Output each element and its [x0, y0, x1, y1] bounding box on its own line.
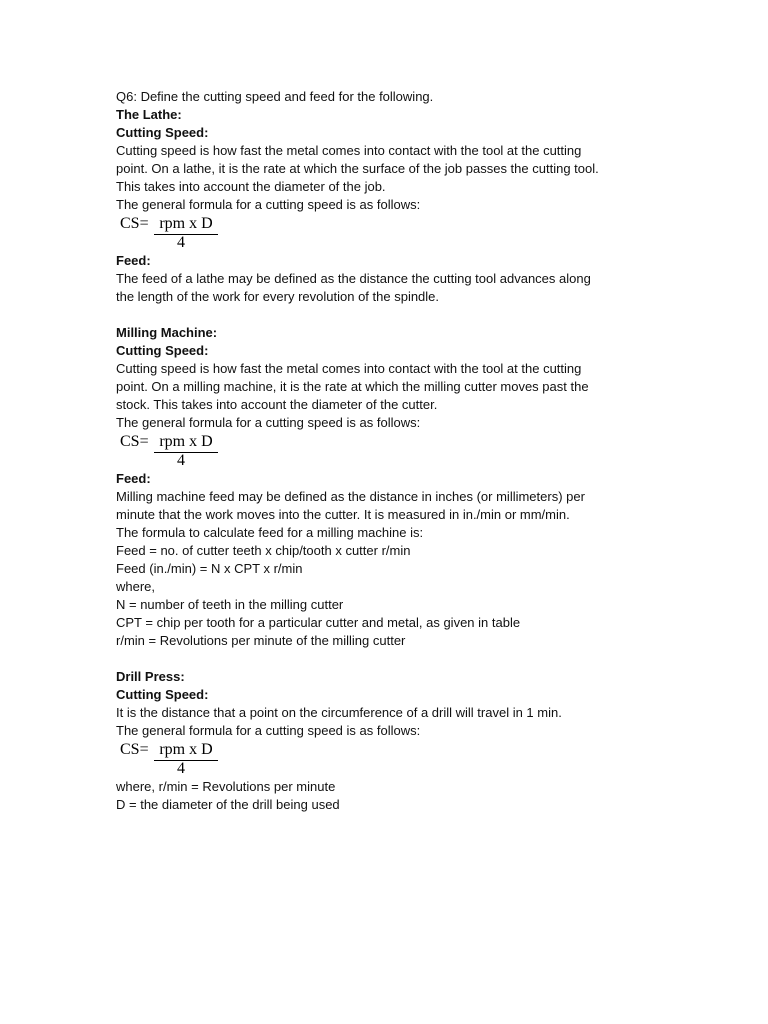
- drill-cs-text-1: It is the distance that a point on the circumference of a drill will travel in 1 min.: [116, 705, 562, 720]
- milling-feed-text-6: where,: [116, 579, 156, 594]
- formula-lhs: CS=: [120, 741, 149, 758]
- drill-where-text-1: where, r/min = Revolutions per minute: [116, 779, 336, 794]
- lathe-feed-heading: Feed:: [116, 253, 151, 268]
- milling-feed-text-7: N = number of teeth in the milling cutter: [116, 597, 344, 612]
- lathe-feed-text-1: The feed of a lathe may be defined as the distance the cutting tool advances along: [116, 271, 591, 286]
- milling-feed-text-3: The formula to calculate feed for a milling machine is:: [116, 525, 424, 540]
- formula-denominator: 4: [177, 452, 185, 469]
- milling-feed-text-1: Milling machine feed may be defined as the distance in inches (or millimeters) per: [116, 489, 585, 504]
- milling-heading: Milling Machine:: [116, 325, 218, 340]
- drill-cutting-speed-heading: Cutting Speed:: [116, 687, 209, 702]
- drill-where-text-2: D = the diameter of the drill being used: [116, 797, 340, 812]
- lathe-feed-text-2: the length of the work for every revolution of the spindle.: [116, 289, 440, 304]
- formula-denominator: 4: [177, 234, 185, 251]
- milling-feed-text-9: r/min = Revolutions per minute of the milling cutter: [116, 633, 406, 648]
- milling-cs-text-3: stock. This takes into account the diameter of the cutter.: [116, 397, 438, 412]
- lathe-cs-formula: [116, 214, 716, 252]
- milling-feed-text-8: CPT = chip per tooth for a particular cutter and metal, as given in table: [116, 615, 521, 630]
- formula-denominator: 4: [177, 760, 185, 777]
- question-title: Q6: Define the cutting speed and feed for the following.: [116, 89, 434, 104]
- lathe-formula-intro: The general formula for a cutting speed is as follows:: [116, 197, 421, 212]
- formula-lhs: CS=: [120, 433, 149, 450]
- milling-feed-text-4: Feed = no. of cutter teeth x chip/tooth x cutter r/min: [116, 543, 411, 558]
- formula-numerator: rpm x D: [154, 215, 218, 235]
- formula-lhs: CS=: [120, 215, 149, 232]
- lathe-cutting-speed-heading: Cutting Speed:: [116, 125, 209, 140]
- document-page: [116, 88, 716, 814]
- milling-cs-text-1: Cutting speed is how fast the metal comes into contact with the tool at the cutting: [116, 361, 582, 376]
- milling-cs-text-2: point. On a milling machine, it is the rate at which the milling cutter moves past the: [116, 379, 589, 394]
- lathe-cs-text-3: This takes into account the diameter of the job.: [116, 179, 386, 194]
- lathe-heading: The Lathe:: [116, 107, 182, 122]
- milling-feed-text-2: minute that the work moves into the cutter. It is measured in in./min or mm/min.: [116, 507, 570, 522]
- drill-cs-formula: [116, 740, 716, 778]
- milling-feed-heading: Feed:: [116, 471, 151, 486]
- drill-formula-intro: The general formula for a cutting speed is as follows:: [116, 723, 421, 738]
- spacer: [116, 650, 716, 668]
- milling-cs-formula: [116, 432, 716, 470]
- milling-feed-text-5: Feed (in./min) = N x CPT x r/min: [116, 561, 303, 576]
- formula-numerator: rpm x D: [154, 741, 218, 761]
- formula-numerator: rpm x D: [154, 433, 218, 453]
- spacer: [116, 306, 716, 324]
- drill-heading: Drill Press:: [116, 669, 185, 684]
- lathe-cs-text-1: Cutting speed is how fast the metal comes into contact with the tool at the cutting: [116, 143, 582, 158]
- milling-formula-intro: The general formula for a cutting speed is as follows:: [116, 415, 421, 430]
- lathe-cs-text-2: point. On a lathe, it is the rate at which the surface of the job passes the cutting tool.: [116, 161, 599, 176]
- milling-cutting-speed-heading: Cutting Speed:: [116, 343, 209, 358]
